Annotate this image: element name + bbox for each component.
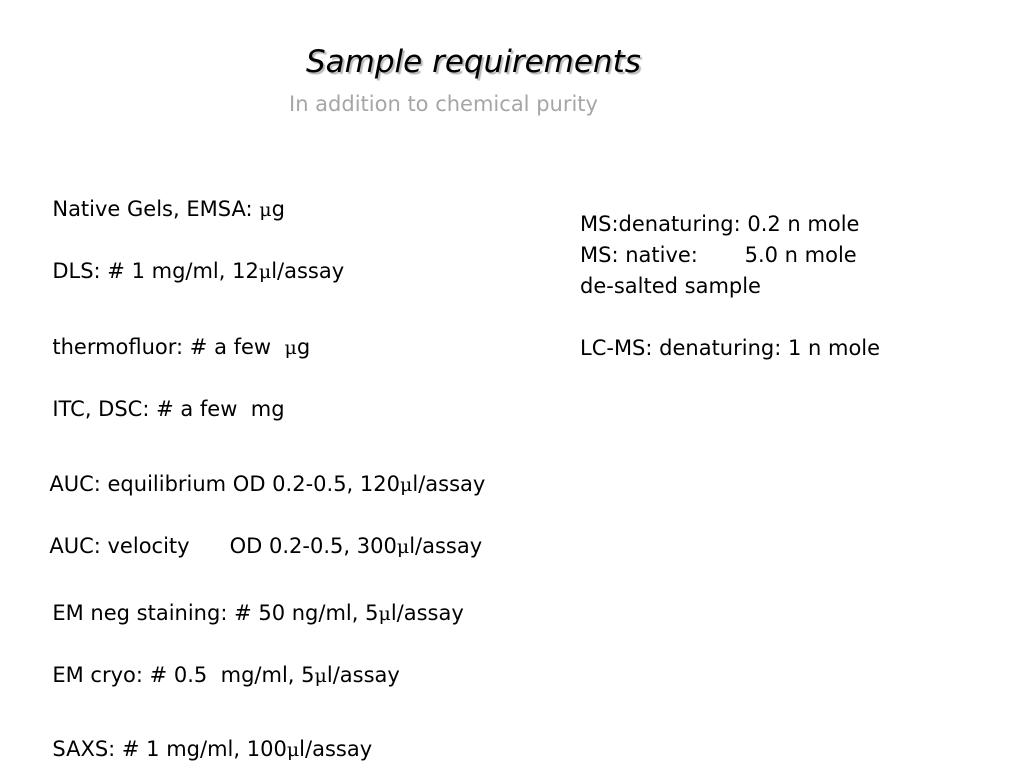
requirement-unit: l/assay (409, 534, 483, 558)
ms-native-line: MS: native: 5.0 n mole (580, 243, 857, 267)
requirement-text: DLS: # 1 mg/ml, 12 (52, 259, 259, 283)
requirement-unit: l/assay (390, 601, 464, 625)
requirement-text: EM cryo: # 0.5 mg/ml, 5 (52, 663, 315, 687)
requirement-thermofluor (39, 301, 310, 364)
desalted-sample-line: de-salted sample (580, 274, 761, 298)
requirement-unit: g (296, 335, 311, 359)
requirement-unit: l/assay (271, 259, 345, 283)
requirement-unit: l/assay (326, 663, 400, 687)
micro-symbol: μ (284, 337, 297, 359)
micro-symbol: μ (378, 603, 391, 625)
requirement-text: EM neg staining: # 50 ng/ml, 5 (52, 601, 379, 625)
requirement-unit: g (271, 197, 285, 221)
requirement-native-gels (39, 163, 285, 226)
requirement-text: AUC: velocity OD 0.2-0.5, 300 (49, 534, 397, 558)
requirement-saxs (39, 703, 372, 766)
requirement-auc-velocity (36, 500, 482, 563)
micro-symbol: μ (258, 261, 272, 283)
requirement-em-cryo (39, 629, 400, 692)
micro-symbol: μ (396, 536, 410, 558)
slide-title: Sample requirements (306, 44, 641, 80)
requirement-em-neg-staining (39, 567, 464, 630)
requirement-text: ITC, DSC: # a few mg (52, 397, 285, 421)
requirement-unit: l/assay (412, 472, 486, 496)
requirement-text: AUC: equilibrium OD 0.2-0.5, 120 (49, 472, 400, 496)
requirement-text: SAXS: # 1 mg/ml, 100 (52, 737, 287, 761)
requirement-text: Native Gels, EMSA: (52, 197, 260, 221)
requirement-unit: l/assay (299, 737, 373, 761)
micro-symbol: μ (314, 665, 327, 687)
requirement-auc-equilibrium (36, 438, 485, 501)
lc-ms-denaturing-line: LC-MS: denaturing: 1 n mole (580, 336, 881, 360)
requirement-text: thermofluor: # a few (52, 335, 285, 359)
slide-subtitle: In addition to chemical purity (289, 92, 598, 116)
requirement-dls (39, 225, 344, 288)
micro-symbol: μ (259, 199, 272, 221)
micro-symbol: μ (286, 739, 300, 761)
ms-denaturing-line: MS:denaturing: 0.2 n mole (580, 212, 860, 236)
micro-symbol: μ (400, 474, 413, 496)
requirement-itc-dsc (39, 363, 285, 426)
